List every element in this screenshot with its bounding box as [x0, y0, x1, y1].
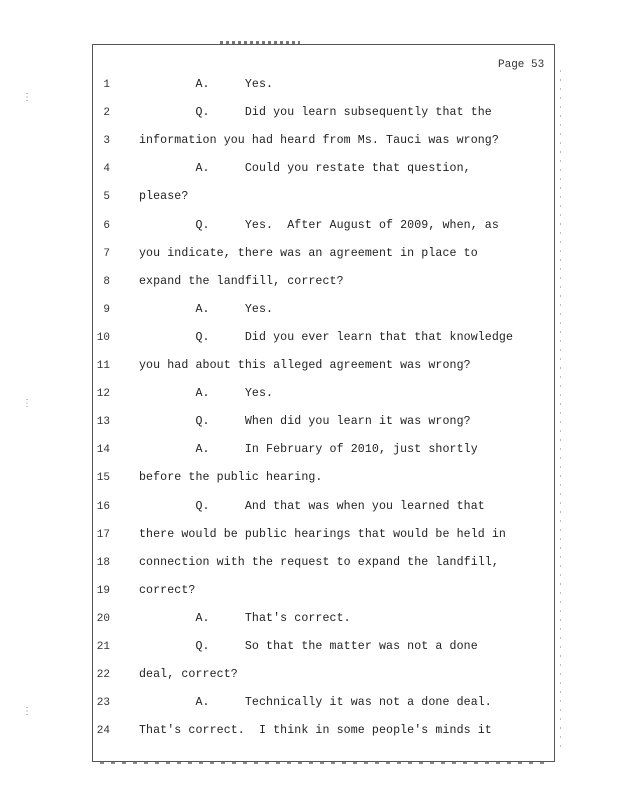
line-number: 10: [96, 332, 110, 344]
transcript-line-text: correct?: [139, 584, 196, 597]
line-number: 2: [103, 107, 110, 119]
line-number: 12: [96, 388, 110, 400]
line-number: 19: [96, 585, 110, 597]
line-number: 5: [103, 191, 110, 203]
transcript-line-text: Q. Did you learn subsequently that the: [139, 106, 492, 119]
line-number: 9: [103, 304, 110, 316]
transcript-line-text: A. Yes.: [139, 78, 274, 91]
transcript-line-text: Q. Did you ever learn that that knowledge: [139, 331, 514, 344]
right-margin-rule: [560, 70, 561, 750]
line-number: 1: [103, 79, 110, 91]
transcript-page-frame: [92, 44, 555, 762]
transcript-line-text: please?: [139, 190, 189, 203]
line-number: 15: [96, 472, 110, 484]
line-number: 8: [103, 276, 110, 288]
line-number: 21: [96, 641, 110, 653]
transcript-line-text: That's correct. I think in some people's minds it: [139, 724, 492, 737]
transcript-line-text: expand the landfill, correct?: [139, 275, 344, 288]
line-number: 6: [103, 220, 110, 232]
transcript-line-text: you had about this alleged agreement was wrong?: [139, 359, 471, 372]
transcript-line-text: connection with the request to expand the landfill,: [139, 556, 499, 569]
left-margin-mark: ⋮: [22, 707, 32, 718]
line-number: 24: [96, 725, 110, 737]
line-number: 13: [96, 416, 110, 428]
line-number: 14: [96, 444, 110, 456]
transcript-line-text: Q. And that was when you learned that: [139, 500, 485, 513]
transcript-line-text: A. That's correct.: [139, 612, 351, 625]
line-number: 18: [96, 557, 110, 569]
transcript-line-text: A. Yes.: [139, 303, 274, 316]
transcript-line-text: information you had heard from Ms. Tauci was wrong?: [139, 134, 499, 147]
line-number: 3: [103, 135, 110, 147]
line-number: 17: [96, 529, 110, 541]
transcript-line-text: Q. Yes. After August of 2009, when, as: [139, 219, 499, 232]
left-margin-mark: ⋮: [22, 399, 32, 410]
line-number: 22: [96, 669, 110, 681]
transcript-line-text: you indicate, there was an agreement in place to: [139, 247, 478, 260]
transcript-line-text: A. Technically it was not a done deal.: [139, 696, 492, 709]
transcript-line-text: Q. When did you learn it was wrong?: [139, 415, 471, 428]
transcript-line-text: A. In February of 2010, just shortly: [139, 443, 478, 456]
scan-artifact-top: [220, 41, 300, 44]
transcript-line-text: Q. So that the matter was not a done: [139, 640, 478, 653]
transcript-line-text: deal, correct?: [139, 668, 238, 681]
transcript-line-text: before the public hearing.: [139, 471, 323, 484]
line-number: 23: [96, 697, 110, 709]
line-number: 7: [103, 248, 110, 260]
line-number: 11: [96, 360, 110, 372]
scan-artifact-bottom: [100, 762, 550, 764]
left-margin-mark: ⋮: [22, 93, 32, 104]
line-number: 20: [96, 613, 110, 625]
page-number: Page 53: [498, 59, 545, 71]
line-number: 16: [96, 501, 110, 513]
transcript-line-text: there would be public hearings that would be held in: [139, 528, 506, 541]
transcript-line-text: A. Yes.: [139, 387, 274, 400]
transcript-line-text: A. Could you restate that question,: [139, 162, 471, 175]
line-number: 4: [103, 163, 110, 175]
